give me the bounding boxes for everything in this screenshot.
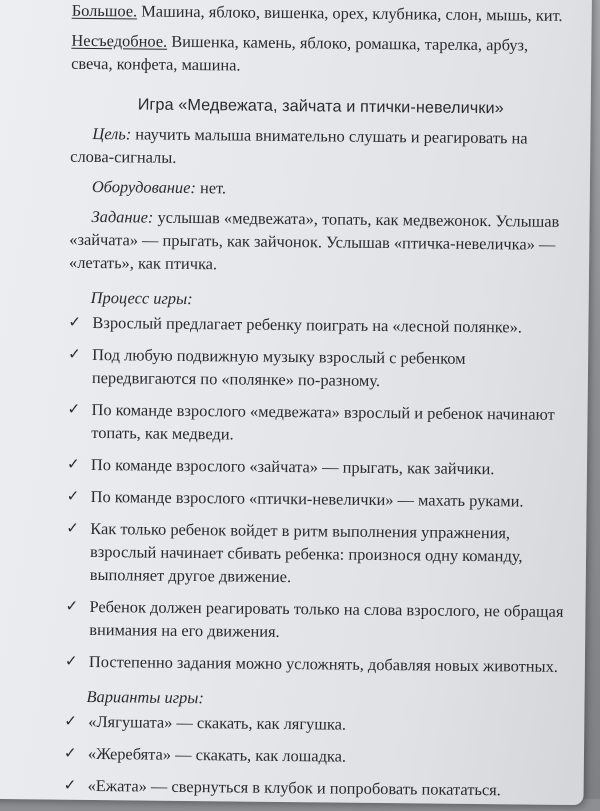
check-icon: ✓ <box>67 399 81 418</box>
list-item-text: Под любую подвижную музыку взрослый с ребенком передвигаются по «полянке» по-разному. <box>91 344 466 391</box>
check-icon: ✓ <box>66 518 80 537</box>
big-label: Большое. <box>71 0 138 21</box>
process-list <box>65 311 569 678</box>
page-content <box>63 0 571 811</box>
variants-label: Варианты игры: <box>86 686 204 708</box>
list-item-text: Постепенно задания можно усложнять, добавляя новых животных. <box>88 651 559 676</box>
check-icon: ✓ <box>65 596 79 615</box>
list-item <box>68 311 568 339</box>
list-item <box>67 485 567 513</box>
process-label: Процесс игры: <box>90 287 193 309</box>
list-item-text: Взрослый предлагает ребенку поиграть на «лесной полянке». <box>92 312 523 337</box>
list-item-text: По команде взрослого «зайчата» — прыгать, как зайчики. <box>90 454 495 479</box>
task-text: услышав «медвежата», топать, как медвежонок. Услышав «зайчата» — прыгать, как зайчонок. Услышав «птичка-невеличка» — «летать», как птичка. <box>69 207 560 274</box>
list-item <box>65 650 565 678</box>
big-paragraph <box>72 0 572 27</box>
task-paragraph <box>69 205 570 279</box>
check-icon: ✓ <box>66 486 80 505</box>
list-item <box>67 398 567 449</box>
list-item <box>68 343 568 394</box>
equipment-label: Оборудование: <box>91 176 197 198</box>
equipment-paragraph <box>70 175 570 203</box>
game-title: Игра «Медвежата, зайчата и птички-невелички» <box>137 95 504 118</box>
list-item-text: «Жеребята» — скакать, как лошадка. <box>87 743 347 766</box>
big-text: Машина, яблоко, вишенка, орех, клубника, слон, мышь, кит. <box>137 1 563 25</box>
check-icon: ✓ <box>64 711 77 730</box>
list-item-text: Как только ребенок войдет в ритм выполнения упражнения, взрослый начинает сбивать ребенка: произнося одну команду, выполняет другое движение. <box>89 518 523 587</box>
inedible-label: Несъедобное. <box>71 30 168 51</box>
list-item <box>64 742 564 770</box>
list-item <box>67 453 567 481</box>
inedible-paragraph <box>71 29 571 80</box>
check-icon: ✓ <box>66 454 80 473</box>
list-item-text: «Лягушата» — скакать, как лягушка. <box>88 711 347 734</box>
goal-label: Цель: <box>92 123 132 144</box>
check-icon: ✓ <box>64 651 78 670</box>
list-item-text: «Ежата» — свернуться в клубок и попробовать покататься. <box>87 775 501 800</box>
list-item <box>66 517 567 591</box>
check-icon: ✓ <box>63 743 77 762</box>
variants-list <box>64 710 565 802</box>
list-item <box>64 774 564 802</box>
list-item <box>65 595 565 646</box>
list-item-text: По команде взрослого «медвежата» взрослый и ребенок начинают топать, как медведи. <box>91 399 555 444</box>
list-item-text: По команде взрослого «птички-невелички» — махать руками. <box>90 486 524 511</box>
goal-text: научить малыша внимательно слушать и реагировать на слова-сигналы. <box>70 124 528 167</box>
equipment-text: нет. <box>195 178 227 198</box>
check-icon: ✓ <box>63 775 77 794</box>
inedible-text: Вишенка, камень, яблоко, ромашка, тарелка, арбуз, свеча, конфета, машина. <box>71 31 529 75</box>
check-icon: ✓ <box>68 344 81 363</box>
list-item <box>64 710 564 738</box>
goal-paragraph <box>70 122 570 173</box>
check-icon: ✓ <box>68 312 82 331</box>
task-label: Задание: <box>91 206 154 227</box>
list-item-text: Ребенок должен реагировать только на слова взрослого, не обращая внимания на его движения. <box>89 596 564 641</box>
